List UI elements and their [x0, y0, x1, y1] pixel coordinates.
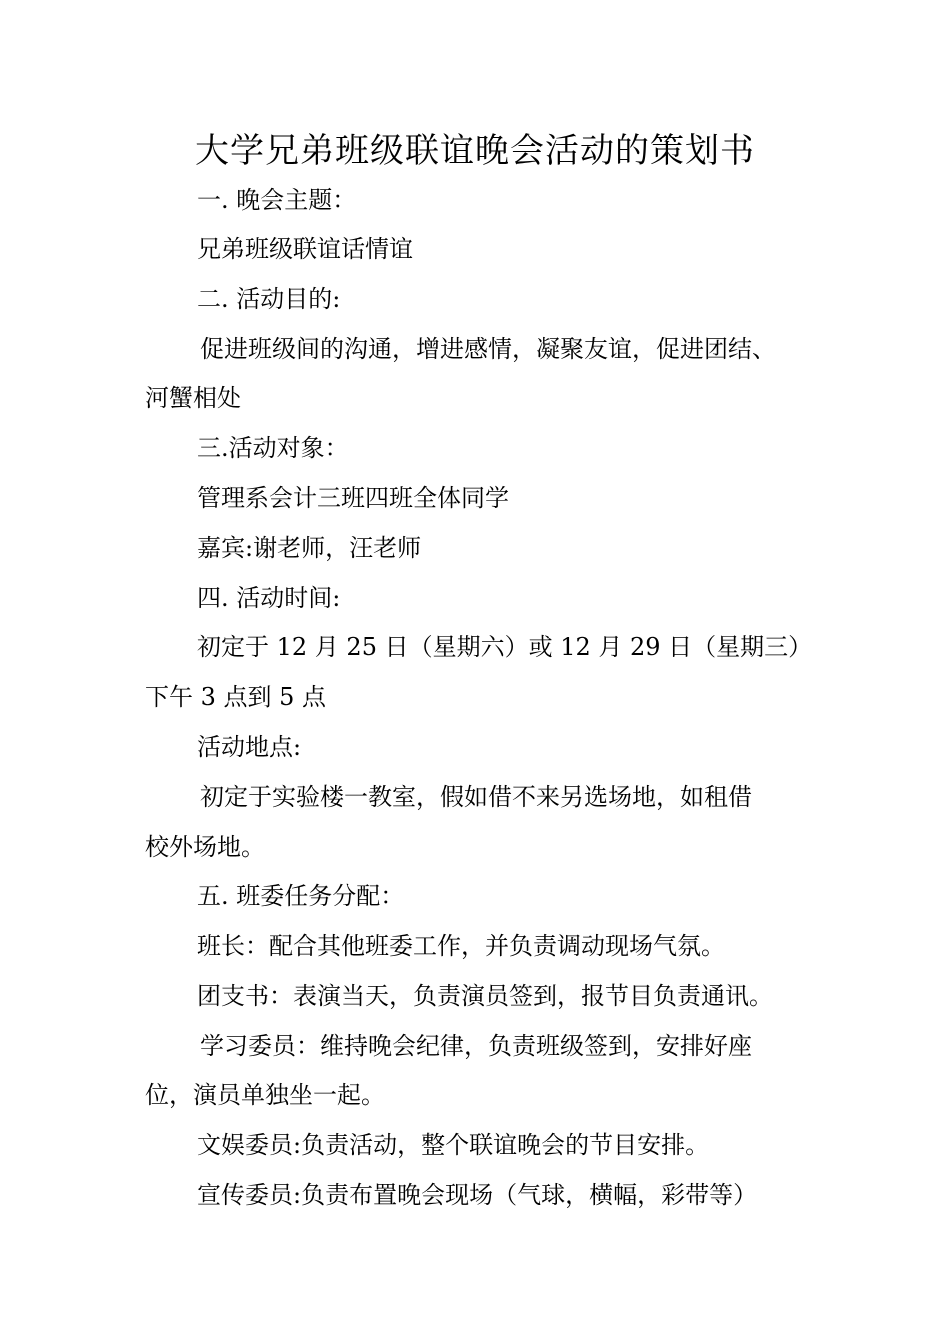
paragraph-line: 兄弟班级联谊话情谊 [197, 235, 413, 263]
paragraph-line: 嘉宾:谢老师，汪老师 [197, 534, 422, 562]
section-heading-theme: 一. 晚会主题： [197, 186, 357, 214]
paragraph-line: 学习委员：维持晚会纪律，负责班级签到，安排好座 [200, 1032, 752, 1060]
section-heading-tasks: 五. 班委任务分配： [197, 882, 405, 910]
section-heading-time: 四. 活动时间: [197, 584, 341, 612]
paragraph-line: 促进班级间的沟通，增进感情，凝聚友谊，促进团结、 [200, 335, 776, 363]
document-title: 大学兄弟班级联谊晚会活动的策划书 [195, 131, 755, 171]
paragraph-line: 团支书：表演当天，负责演员签到，报节目负责通讯。 [197, 982, 773, 1010]
paragraph-line: 河蟹相处 [145, 384, 241, 412]
section-heading-location: 活动地点: [197, 733, 302, 761]
paragraph-line: 初定于 12 月 25 日（星期六）或 12 月 29 日（星期三） [197, 633, 813, 661]
paragraph-line: 位，演员单独坐一起。 [145, 1081, 385, 1109]
paragraph-line: 校外场地。 [145, 833, 265, 861]
section-heading-purpose: 二. 活动目的: [197, 285, 341, 313]
paragraph-line: 初定于实验楼一教室，假如借不来另选场地，如租借 [200, 783, 752, 811]
paragraph-line: 宣传委员:负责布置晚会现场（气球，横幅，彩带等） [197, 1181, 758, 1209]
paragraph-line: 管理系会计三班四班全体同学 [197, 484, 509, 512]
paragraph-line: 下午 3 点到 5 点 [145, 683, 327, 711]
section-heading-audience: 三.活动对象： [197, 434, 349, 462]
paragraph-line: 班长：配合其他班委工作，并负责调动现场气氛。 [197, 932, 725, 960]
paragraph-line: 文娱委员:负责活动，整个联谊晚会的节目安排。 [197, 1131, 710, 1159]
